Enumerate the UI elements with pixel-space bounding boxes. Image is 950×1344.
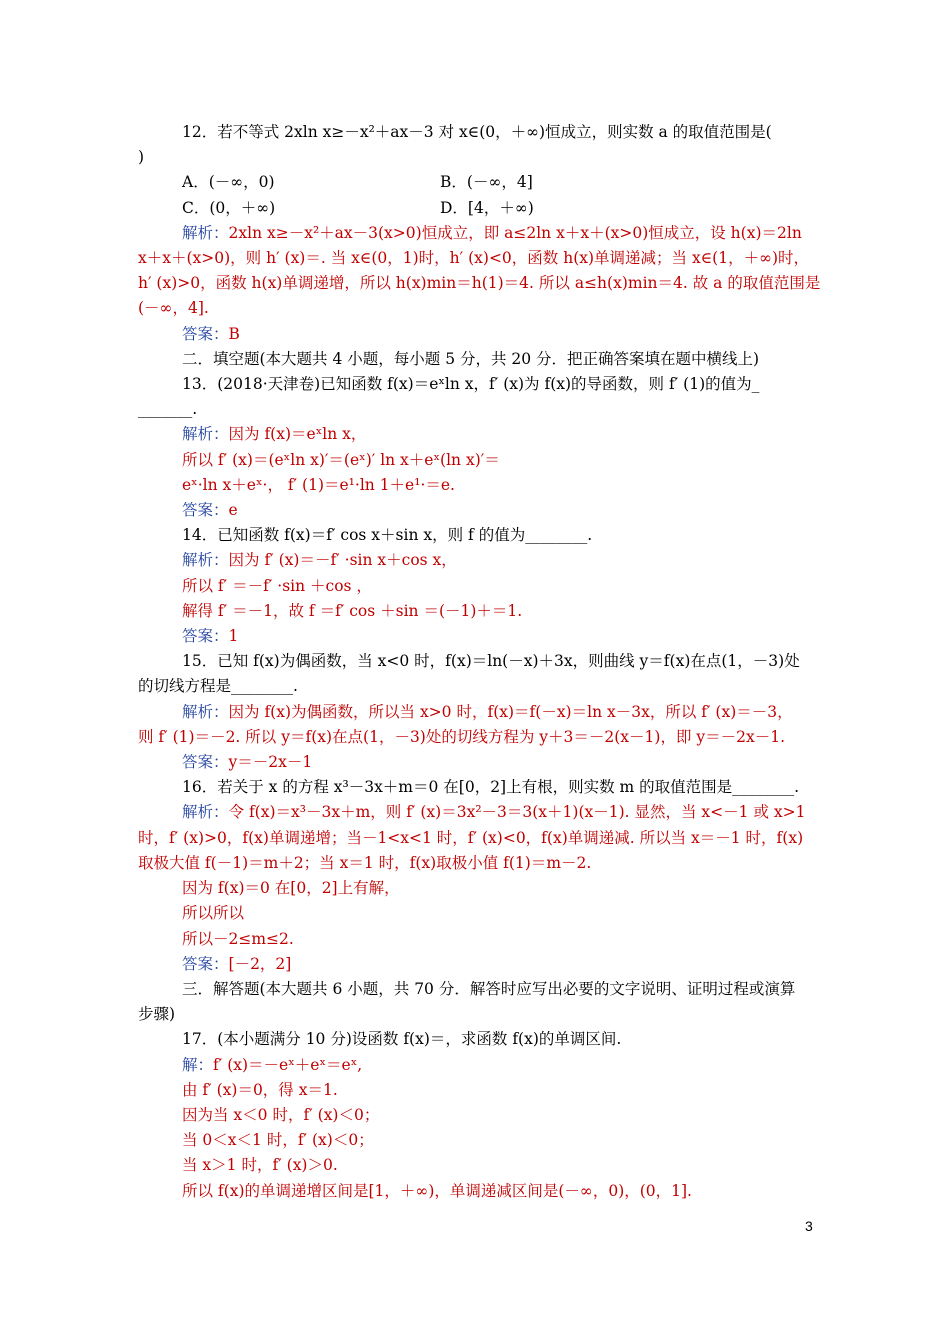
analysis-text: 所以 f′ ＝－f′ ·sin ＋cos ， [182, 576, 372, 595]
answer-label: 答案： [182, 954, 229, 973]
analysis-label: 解析： [182, 702, 229, 721]
question-stem: 13．(2018·天津卷)已知函数 f(x)＝eˣln x，f′ (x)为 f(x)的导函数，则 f′ (1)的值为_ [182, 375, 760, 394]
answer-line [138, 750, 818, 775]
answer-label: 答案： [182, 753, 229, 772]
solution-text: 由 f′ (x)＝0，得 x＝1. [182, 1080, 338, 1099]
analysis-text: 取极大值 f(－1)＝m＋2；当 x＝1 时，f(x)取极小值 f(1)＝m－2. [138, 853, 592, 872]
answer-label: 答案： [182, 501, 229, 520]
question-17 [138, 1027, 818, 1203]
analysis-text: x＋x＋(x>0)，则 h′ (x)＝. 当 x∈(0，1)时，h′ (x)<0，函数 h(x)单调递减；当 x∈(1，＋∞)时， [138, 249, 810, 268]
question-stem: 12．若不等式 2xln x≥－x²＋ax－3 对 x∈(0，＋∞)恒成立，则实数 a 的取值范围是( [182, 123, 772, 141]
answer-line [138, 322, 818, 347]
analysis-text: 所以 f′ (x)＝(eˣln x)′＝(eˣ)′ ln x＋eˣ(ln x)′＝ [182, 450, 500, 469]
answer-value: y＝－2x－1 [228, 753, 313, 772]
page-number: 3 [805, 1218, 813, 1234]
document-page [138, 120, 821, 1204]
solution-text: 因为当 x＜0 时，f′ (x)＜0； [182, 1105, 380, 1124]
question-stem: 14．已知函数 f(x)＝f′ cos x＋sin x，则 f 的值为________. [182, 526, 593, 545]
answer-label: 答案： [182, 627, 229, 646]
analysis-text: 解析：令 f(x)＝x³－3x＋m，则 f′ (x)＝3x²－3＝3(x＋1)(x－1). 显然，当 x<－1 或 x>1 [182, 803, 806, 822]
option-a: A．(－∞，0) [182, 173, 275, 192]
answer-value: e [228, 501, 238, 520]
analysis-text: 解析：因为 f(x)＝eˣln x， [182, 425, 367, 444]
analysis-text: 因为 f(x)＝0 在[0，2]上有解， [182, 879, 400, 898]
answer-line [138, 952, 818, 977]
answer-line [138, 498, 818, 523]
solution-text: 所以 f(x)的单调递增区间是[1，＋∞)，单调递减区间是(－∞，0)，(0，1]. [182, 1181, 692, 1200]
analysis-label: 解析： [182, 551, 229, 570]
solution-label: 解： [182, 1055, 214, 1074]
answer-choices [138, 170, 818, 220]
question-13 [138, 372, 818, 523]
analysis-text: 所以－2≤m≤2. [182, 929, 294, 948]
answer-value: B [228, 324, 240, 343]
question-stem: 17．(本小题满分 10 分)设函数 f(x)＝，求函数 f(x)的单调区间. [182, 1030, 622, 1049]
analysis-text: (－∞，4]. [138, 299, 209, 318]
question-16 [138, 775, 818, 977]
section-heading: 三．解答题(本大题共 6 小题，共 70 分．解答时应写出必要的文字说明、证明过程或演算 [182, 979, 796, 998]
analysis-label: 解析： [182, 425, 229, 444]
answer-label: 答案： [182, 324, 229, 343]
question-stem-continued: 的切线方程是________. [138, 677, 298, 696]
option-d: D．[4，＋∞) [440, 198, 534, 217]
analysis-text: 解得 f′ ＝－1，故 f ＝f′ cos ＋sin ＝(－1)＋＝1. [182, 601, 523, 620]
answer-value: 1 [228, 627, 239, 646]
question-15 [138, 649, 818, 775]
analysis-text: 解析：因为 f(x)为偶函数，所以当 x>0 时，f(x)＝f(－x)＝ln x－3x，所以 f′ (x)＝－3， [182, 702, 793, 721]
question-stem-continued: ) [138, 148, 145, 167]
question-stem: 15．已知 f(x)为偶函数，当 x<0 时，f(x)＝ln(－x)＋3x，则曲线 y＝f(x)在点(1，－3)处 [182, 652, 800, 671]
section-heading-continued: 步骤) [138, 1005, 176, 1024]
analysis-label: 解析： [182, 803, 229, 822]
option-c: C．(0，＋∞) [182, 198, 276, 217]
question-stem-continued: _______. [138, 400, 198, 419]
section-heading: 二．填空题(本大题共 4 小题，每小题 5 分，共 20 分．把正确答案填在题中横线上) [182, 349, 760, 368]
answer-value: [－2，2] [228, 954, 292, 973]
answer-line [138, 624, 818, 649]
analysis-text: 时，f′ (x)>0，f(x)单调递增；当－1<x<1 时，f′ (x)<0，f(x)单调递减. 所以当 x＝－1 时，f(x) [138, 828, 804, 847]
solution-text: 解：f′ (x)＝－eˣ＋eˣ＝eˣ, [182, 1055, 363, 1074]
solution-text: 当 x＞1 时，f′ (x)＞0. [182, 1156, 338, 1175]
analysis-text: 所以所以 [182, 904, 245, 923]
question-14 [138, 523, 818, 649]
analysis-text: eˣ·ln x＋eˣ·， f′ (1)＝e¹·ln 1＋e¹·＝e. [182, 475, 455, 494]
analysis-text: 解析：2xln x≥－x²＋ax－3(x>0)恒成立，即 a≤2ln x＋x＋(x>0)恒成立，设 h(x)＝2ln [182, 223, 802, 242]
solution-text: 当 0＜x＜1 时，f′ (x)＜0； [182, 1131, 374, 1150]
analysis-text: 则 f′ (1)＝－2. 所以 y＝f(x)在点(1，－3)处的切线方程为 y＋3＝－2(x－1)，即 y＝－2x－1. [138, 727, 786, 746]
analysis-text: h′ (x)>0，函数 h(x)单调递增，所以 h(x)min＝h(1)＝4. 所以 a≤h(x)min＝4. 故 a 的取值范围是 [138, 274, 821, 293]
analysis-text: 解析：因为 f′ (x)＝－f′ ·sin x＋cos x， [182, 551, 457, 570]
analysis-label: 解析： [182, 223, 229, 242]
question-stem: 16．若关于 x 的方程 x³－3x＋m＝0 在[0，2]上有根，则实数 m 的取值范围是________. [182, 778, 800, 797]
option-b: B．(－∞，4] [440, 173, 533, 192]
question-12 [138, 120, 821, 347]
